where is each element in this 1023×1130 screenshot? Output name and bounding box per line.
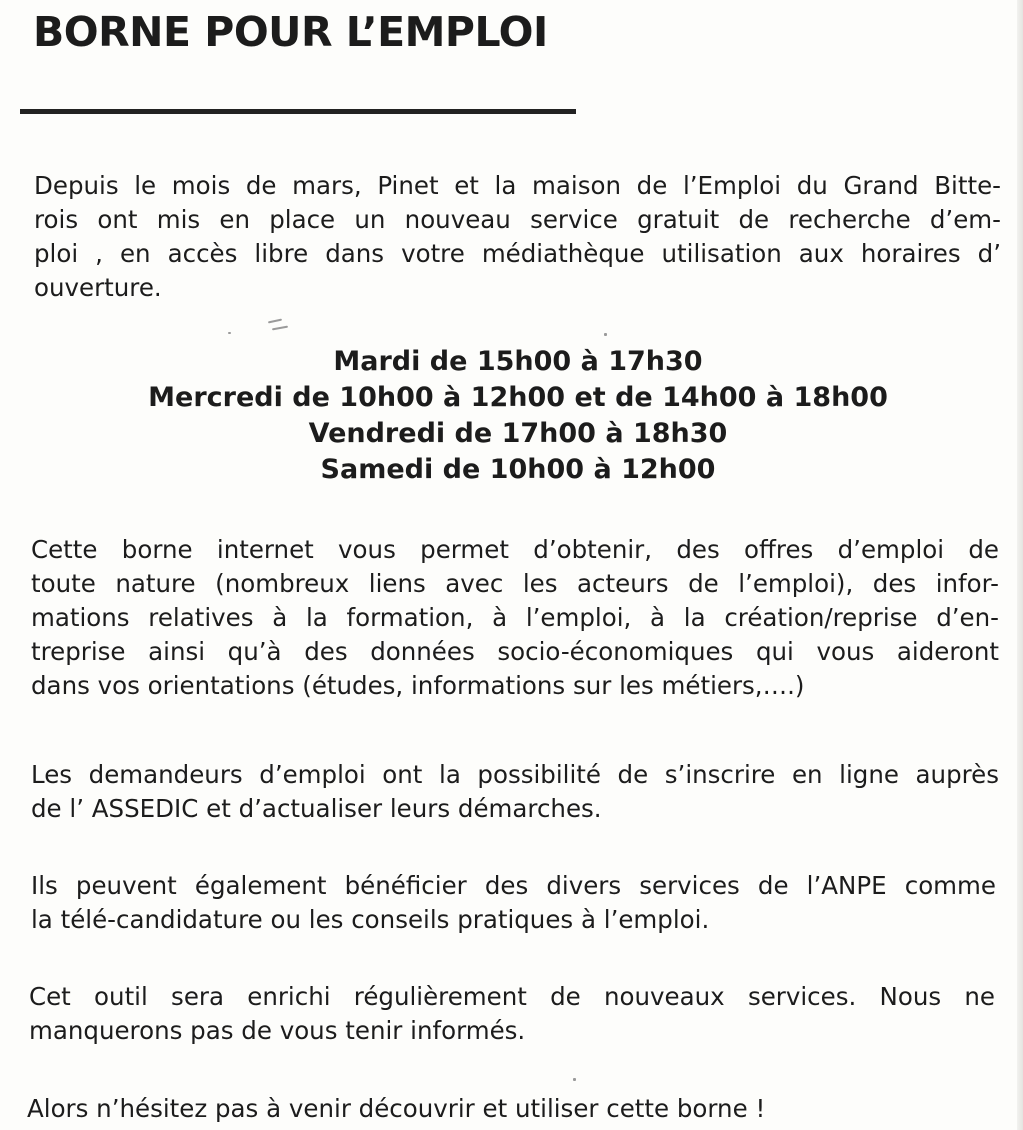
paragraph-line: Cette borne internet vous permet d’obtenir, des offres d’emploi de: [31, 535, 999, 564]
borne-description-paragraph: [31, 533, 999, 703]
scan-speck: [604, 333, 607, 336]
paragraph-line: ploi , en accès libre dans votre médiathèque utilisation aux horaires d’: [34, 239, 1001, 268]
schedule-line-samedi: Samedi de 10h00 à 12h00: [320, 454, 716, 485]
paragraph-line: Depuis le mois de mars, Pinet et la maison de l’Emploi du Grand Bitte-: [34, 171, 1001, 200]
scan-speck: [228, 332, 231, 334]
scan-speck: [272, 326, 288, 331]
anpe-paragraph: [31, 869, 996, 937]
paragraph-line: toute nature (nombreux liens avec les acteurs de l’emploi), des infor-: [31, 569, 999, 598]
paragraph-line: mations relatives à la formation, à l’emploi, à la création/reprise d’en-: [31, 603, 999, 632]
intro-paragraph: [34, 169, 1001, 305]
page-title: BORNE POUR L’EMPLOI: [33, 8, 548, 56]
scan-speck: [268, 319, 282, 324]
opening-hours-schedule: [0, 344, 1023, 488]
outil-paragraph: [29, 980, 995, 1048]
schedule-line-mardi: Mardi de 15h00 à 17h30: [333, 346, 703, 377]
paragraph-line: rois ont mis en place un nouveau service gratuit de recherche d’em-: [34, 205, 1001, 234]
schedule-line-mercredi: Mercredi de 10h00 à 12h00 et de 14h00 à 18h00: [148, 382, 888, 413]
scan-speck: [573, 1078, 576, 1081]
paragraph-line: ouverture.: [34, 273, 162, 302]
assedic-paragraph: [31, 758, 999, 826]
schedule-line-vendredi: Vendredi de 17h00 à 18h30: [308, 418, 728, 449]
paragraph-line: de l’ ASSEDIC et d’actualiser leurs démarches.: [31, 794, 602, 823]
paragraph-line: dans vos orientations (études, informations sur les métiers,….): [31, 671, 805, 700]
paragraph-line: Les demandeurs d’emploi ont la possibilité de s’inscrire en ligne auprès: [31, 760, 999, 789]
paragraph-line: la télé-candidature ou les conseils pratiques à l’emploi.: [31, 905, 710, 934]
paragraph-line: Ils peuvent également bénéficier des divers services de l’ANPE comme: [31, 871, 996, 900]
closing-line: Alors n’hésitez pas à venir découvrir et utiliser cette borne !: [27, 1094, 766, 1123]
paragraph-line: manquerons pas de vous tenir informés.: [29, 1016, 526, 1045]
paragraph-line: Cet outil sera enrichi régulièrement de nouveaux services. Nous ne: [29, 982, 995, 1011]
title-underline-rule: [20, 109, 576, 114]
paragraph-line: treprise ainsi qu’à des données socio-économiques qui vous aideront: [31, 637, 999, 666]
closing-paragraph: [27, 1092, 987, 1126]
scan-edge-shadow: [1017, 0, 1023, 1130]
